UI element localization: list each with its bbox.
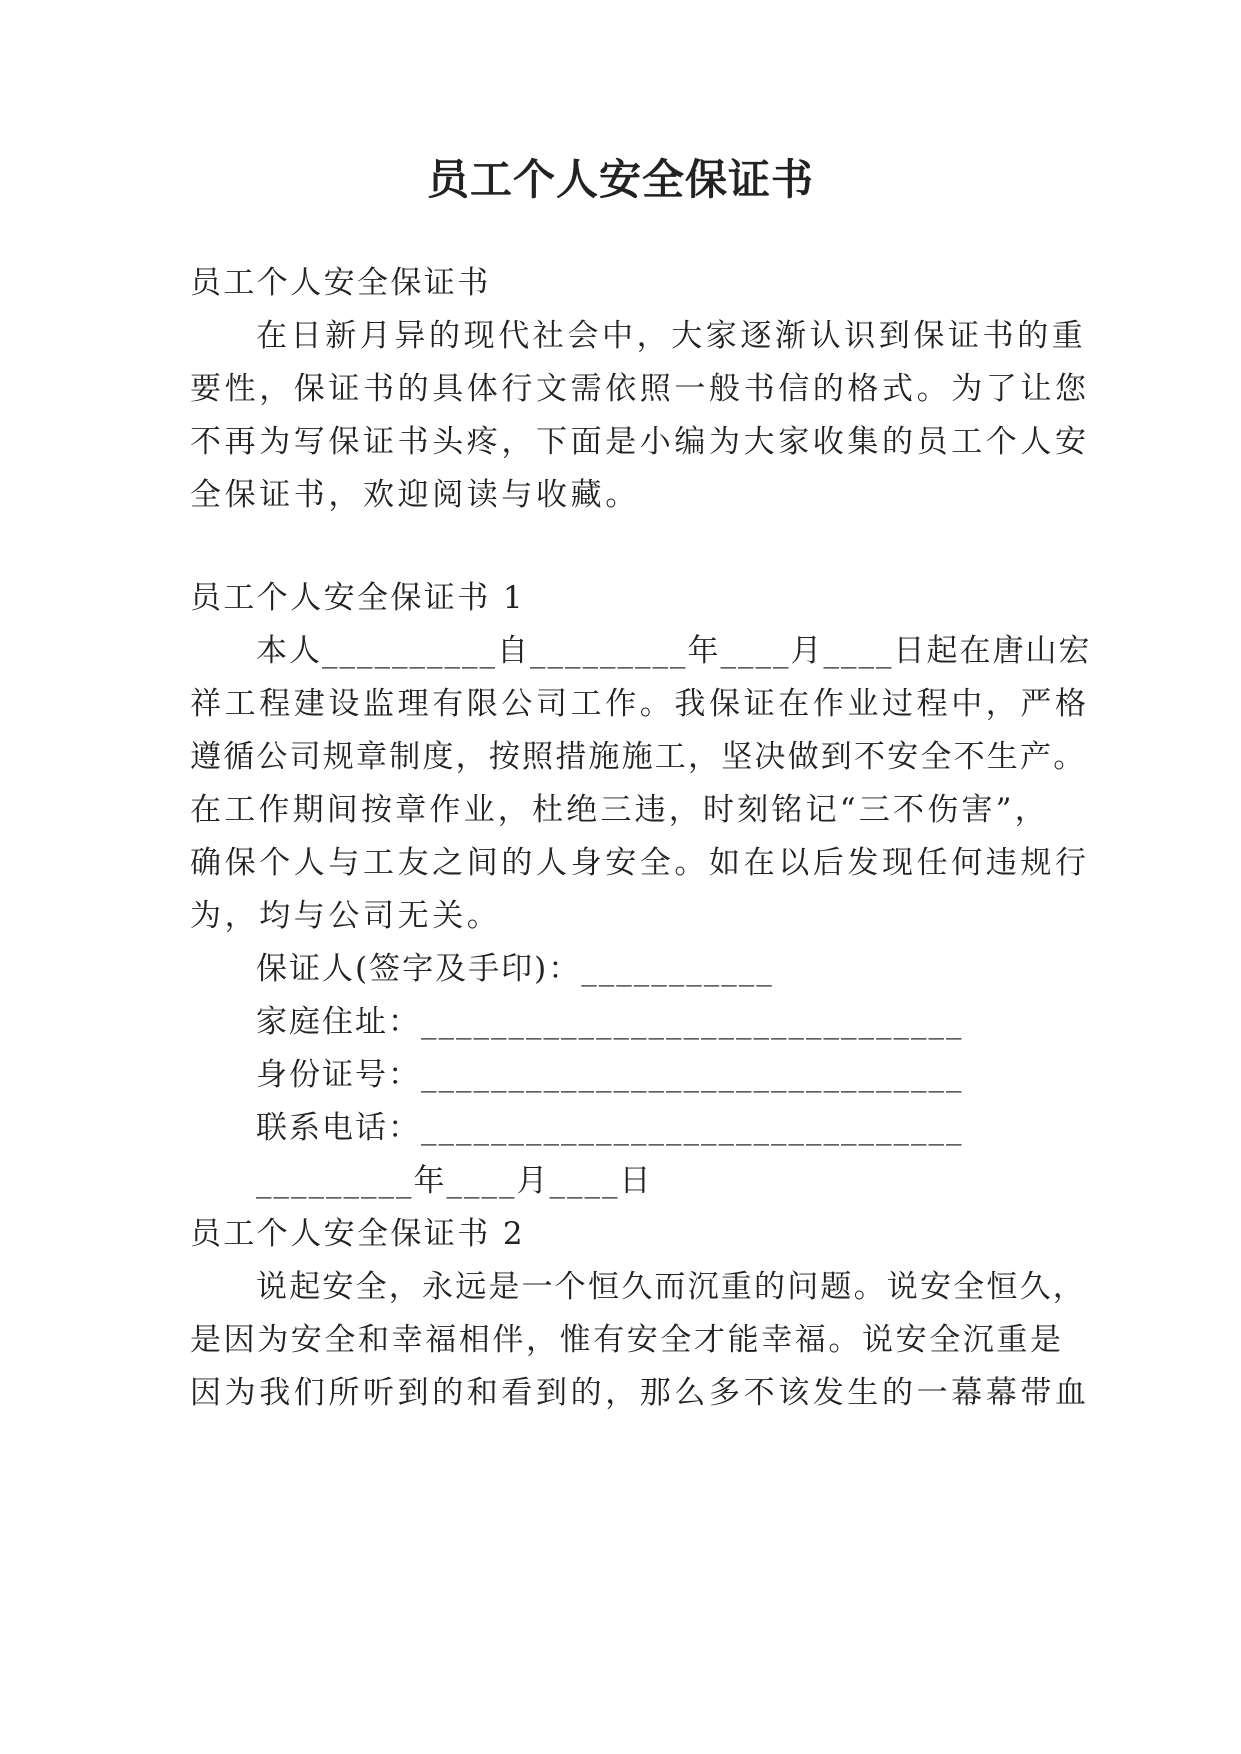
section2-heading: 员工个人安全保证书 2 [190,1216,525,1252]
intro-paragraph-line: 全保证书，欢迎阅读与收藏。 [190,477,640,513]
section1-paragraph-line: 本人__________自_________年____月____日起在唐山宏 [256,633,1092,669]
section1-paragraph-line: 确保个人与工友之间的人身安全。如在以后发现任何违规行 [190,845,1090,881]
section1-paragraph-line: 祥工程建设监理有限公司工作。我保证在作业过程中，严格 [190,686,1090,722]
intro-paragraph-line: 不再为写保证书头疼，下面是小编为大家收集的员工个人安 [190,424,1090,460]
date-field: _________年____月____日 [256,1163,653,1199]
section1-heading: 员工个人安全保证书 1 [190,580,525,616]
section2-paragraph-line: 是因为安全和幸福相伴，惟有安全才能幸福。说安全沉重是 [190,1322,1064,1358]
intro-paragraph-line: 在日新月异的现代社会中，大家逐渐认识到保证书的重 [256,318,1087,354]
signer-field: 保证人(签字及手印)：___________ [256,951,774,987]
intro-paragraph-line: 要性，保证书的具体行文需依照一般书信的格式。为了让您 [190,371,1090,407]
section2-paragraph-line: 因为我们所听到的和看到的，那么多不该发生的一幕幕带血 [190,1375,1090,1411]
section1-paragraph-line: 为，均与公司无关。 [190,898,502,934]
section1-paragraph-line: 在工作期间按章作业，杜绝三违，时刻铭记“三不伤害”， [190,792,1049,828]
section2-paragraph-line: 说起安全，永远是一个恒久而沉重的问题。说安全恒久， [256,1269,1086,1305]
phone-field: 联系电话：_______________________________ [256,1110,964,1146]
section1-paragraph-line: 遵循公司规章制度，按照措施施工，坚决做到不安全不生产。 [190,739,1087,775]
intro-heading: 员工个人安全保证书 [190,265,491,301]
address-field: 家庭住址：_______________________________ [256,1004,964,1040]
id-number-field: 身份证号：_______________________________ [256,1057,964,1093]
page-title: 员工个人安全保证书 [426,155,814,204]
